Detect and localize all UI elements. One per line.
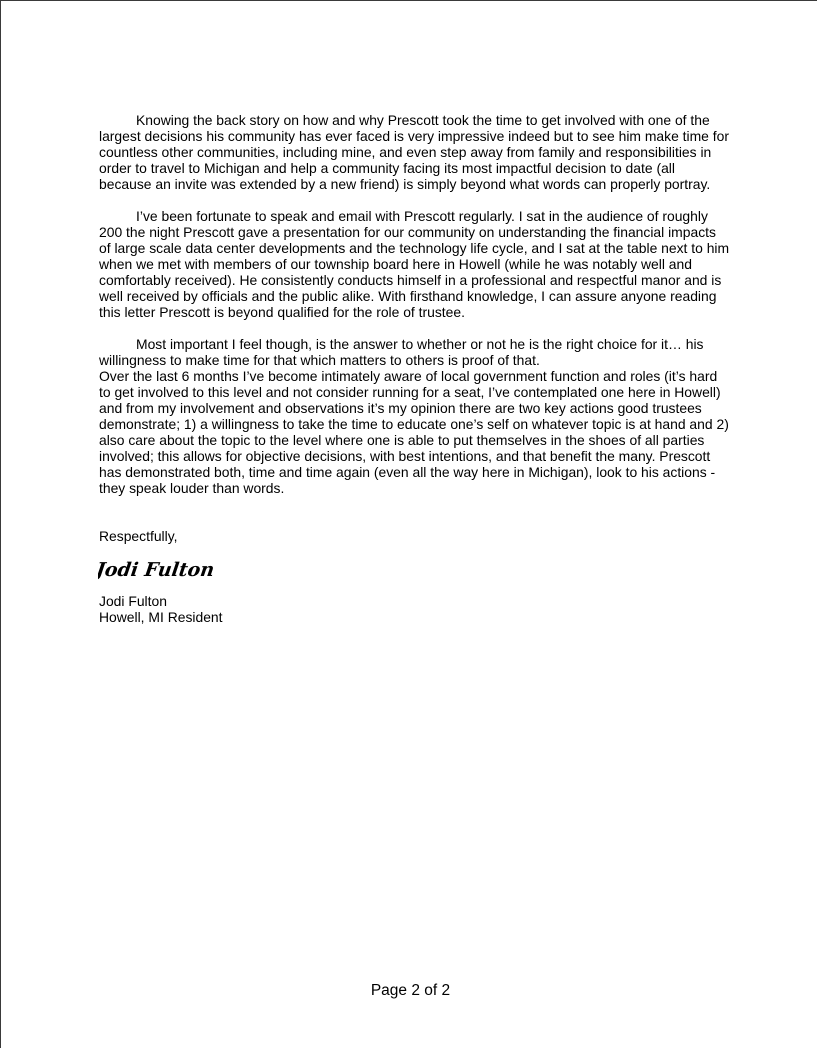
letter-paragraph-2: I’ve been fortunate to speak and email with Prescott regularly. I sat in the audience of roughly 200 the night Prescott gave a presentation for our community on understanding the financial impacts of large scale data center developments and the technology life cycle, and I sat at the table next to him when we met with members of our township board here in Howell (while he was notably well and comfortably received). He consistently conducts himself in a professional and respectful manor and is well received by officials and the public alike. With firsthand knowledge, I can assure anyone reading this letter Prescott is beyond qualified for the role of trustee.	[99, 208, 733, 320]
signer-location: Howell, MI Resident	[99, 609, 223, 625]
letter-paragraph-1: Knowing the back story on how and why Prescott took the time to get involved with one of the largest decisions his community has ever faced is very impressive indeed but to see him make time for countless other communities, including mine, and even step away from family and responsibilities in order to travel to Michigan and help a community facing its most impactful decision to date (all because an invite was extended by a new friend) is simply beyond what words can properly portray.	[99, 112, 733, 192]
signature-text: Jodi Fulton	[98, 558, 216, 581]
page-number: Page 2 of 2	[370, 982, 451, 999]
letter-paragraph-4: Over the last 6 months I’ve become intimately aware of local government function and roles (it’s hard to get involved to this level and not consider running for a seat, I’ve contemplated one here in Howell) and from my involvement and observations it’s my opinion there are two key actions good trustees demonstrate; 1) a willingness to take the time to educate one’s self on whatever topic is at hand and 2) also care about the topic to the level where one is able to put themselves in the shoes of all parties involved; this allows for objective decisions, with best intentions, and that benefit the many. Prescott has demonstrated both, time and time again (even all the way here in Michigan), look to his actions - they speak louder than words.	[99, 368, 733, 496]
letter-body	[99, 112, 731, 625]
handwritten-signature	[98, 556, 318, 584]
closing-salutation: Respectfully,	[99, 528, 178, 544]
signer-name: Jodi Fulton	[99, 593, 167, 609]
letter-paragraph-3: Most important I feel though, is the answer to whether or not he is the right choice for it… his willingness to make time for that which matters to others is proof of that.	[99, 336, 708, 368]
